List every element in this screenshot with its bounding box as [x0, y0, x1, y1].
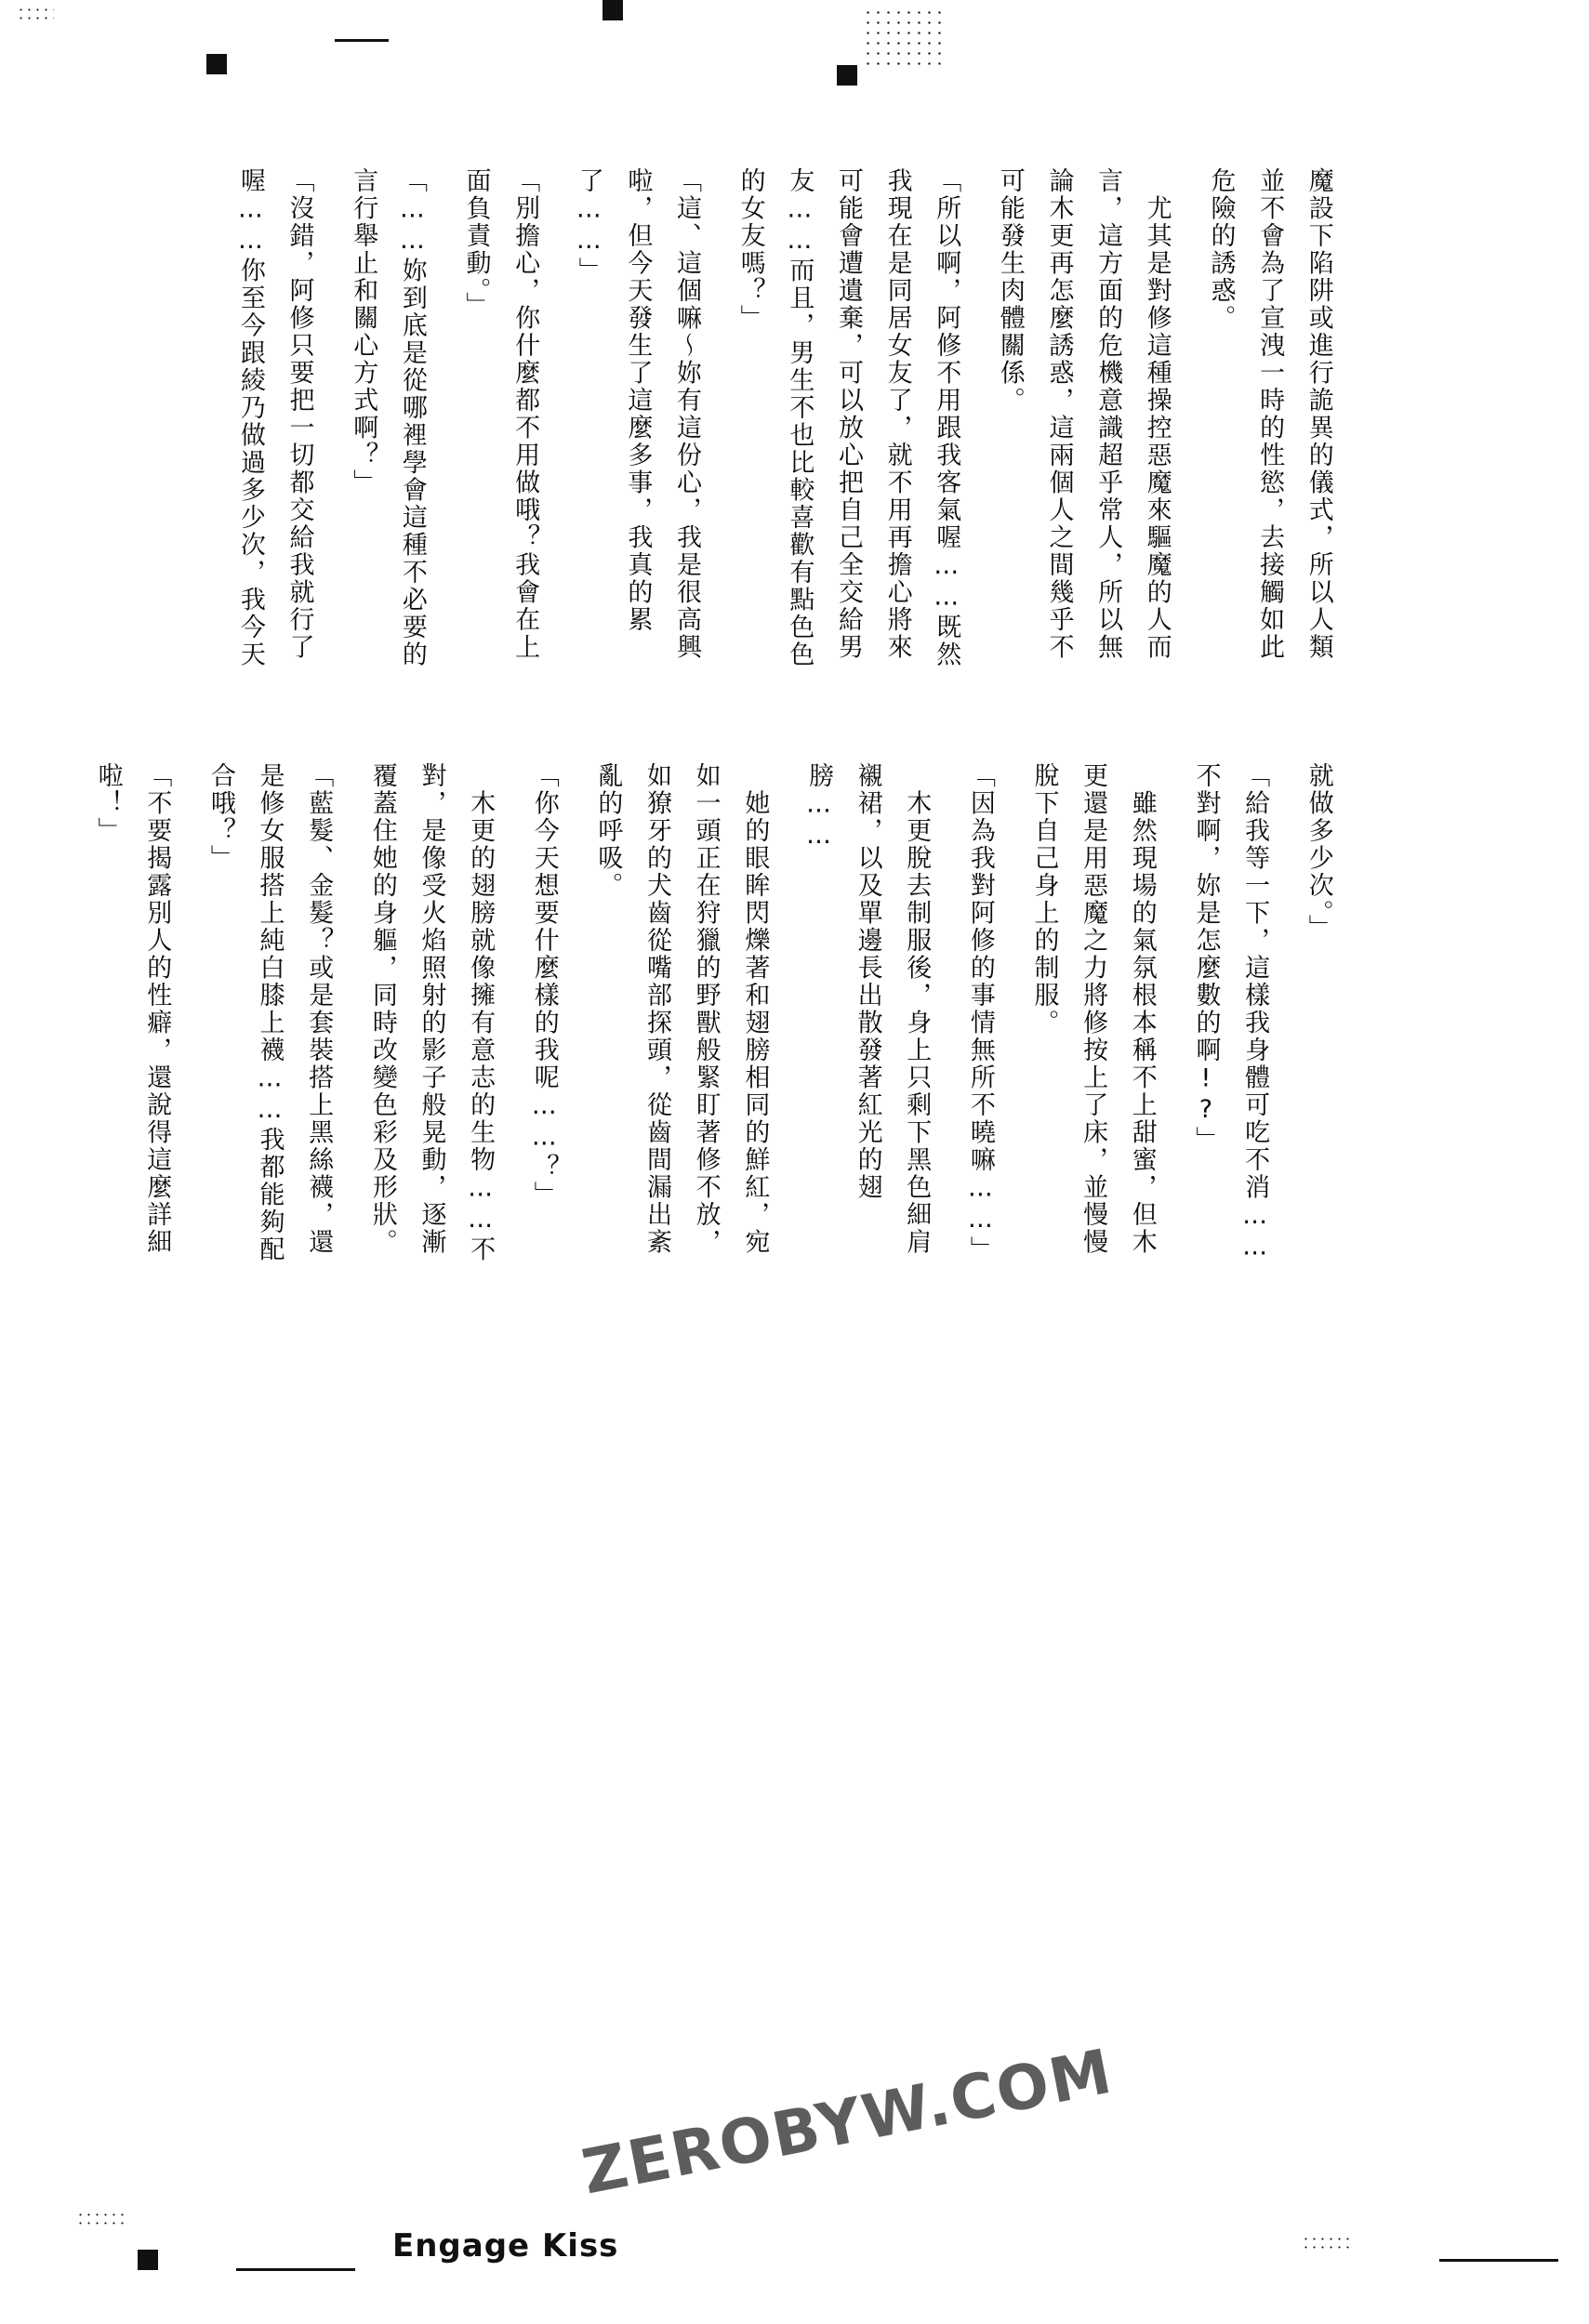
square-mark-upper-right: [837, 65, 857, 86]
square-mark-top-center: [602, 0, 623, 20]
text-column: 魔設下陷阱或進行詭異的儀式，所以人類並不會為了宣洩一時的性慾，去接觸如此危險的誘惑。: [1206, 167, 1333, 661]
text-column: 「這、這個嘛～妳有這份心，我是很高興啦，但今天發生了這麼多事，我真的累了……」: [574, 167, 702, 661]
text-column: 木更脫去制服後，身上只剩下黑色細肩襯裙，以及單邊長出散發著紅光的翅膀……: [803, 762, 932, 1256]
rule-mark-bottom-right: [1439, 2259, 1558, 2262]
text-column: 「所以啊，阿修不用跟我客氣喔……既然我現在是同居女友了，就不用再擔心將來可能會遭遺棄，可以放心把自己全交給男友……而且，男生不也比較喜歡有點色色的女友嗎？」: [735, 167, 961, 668]
text-column: 「你今天想要什麼樣的我呢……？」: [529, 762, 559, 1208]
rule-mark-bottom-left: [236, 2268, 355, 2271]
body-text-top: [92, 167, 1440, 688]
text-column: 尤其是對修這種操控惡魔來驅魔的人而言，這方面的危機意識超乎常人，所以無論木更再怎麼誘惑，這兩個人之間幾乎不可能發生肉體關係。: [995, 167, 1172, 661]
text-column: 「沒錯，阿修只要把一切都交給我就行了喔……你至今跟綾乃做過多少次，我今天: [235, 167, 314, 668]
square-mark-upper-left: [206, 54, 227, 74]
text-column: 「給我等一下，這樣我身體可吃不消……不對啊，妳是怎麼數的啊!?」: [1191, 762, 1270, 1263]
dot-mark-bottom-right: [1302, 2235, 1350, 2251]
text-column: 雖然現場的氣氛根本稱不上甜蜜，但木更還是用惡魔之力將修按上了床，並慢慢脫下自己身上的制服。: [1029, 762, 1157, 1256]
body-text-bottom: [92, 762, 1440, 1283]
corner-dot-mark-top-left: [17, 6, 54, 20]
text-column: 就做多少次。」: [1304, 762, 1333, 942]
dot-mark-bottom-left: [76, 2211, 125, 2227]
text-column: 「藍髮、金髮？或是套裝搭上黑絲襪，還是修女服搭上純白膝上襪……我都能夠配合哦？」: [205, 762, 334, 1263]
text-column: 「……妳到底是從哪裡學會這種不必要的言行舉止和關心方式啊？」: [349, 167, 427, 668]
site-watermark: ZEROBYW.COM: [576, 2035, 1119, 2209]
square-mark-bottom-left: [138, 2250, 158, 2270]
text-column: 「別擔心，你什麼都不用做哦？我會在上面負責動。」: [461, 167, 540, 661]
rule-mark-top: [335, 39, 389, 42]
dot-grid-mark-top-right: [863, 7, 947, 65]
page-footer-title: Engage Kiss: [392, 2227, 619, 2265]
text-column: 她的眼眸閃爍著和翅膀相同的鮮紅，宛如一頭正在狩獵的野獸般緊盯著修不放，如獠牙的犬齒從嘴部探頭，從齒間漏出紊亂的呼吸。: [593, 762, 770, 1256]
text-column: 「因為我對阿修的事情無所不曉嘛……」: [965, 762, 995, 1263]
text-column: 「不要揭露別人的性癖，還說得這麼詳細啦！」: [93, 762, 172, 1256]
text-column: 木更的翅膀就像擁有意志的生物……不對，是像受火焰照射的影子般晃動，逐漸覆蓋住她的身軀，同時改變色彩及形狀。: [367, 762, 496, 1263]
